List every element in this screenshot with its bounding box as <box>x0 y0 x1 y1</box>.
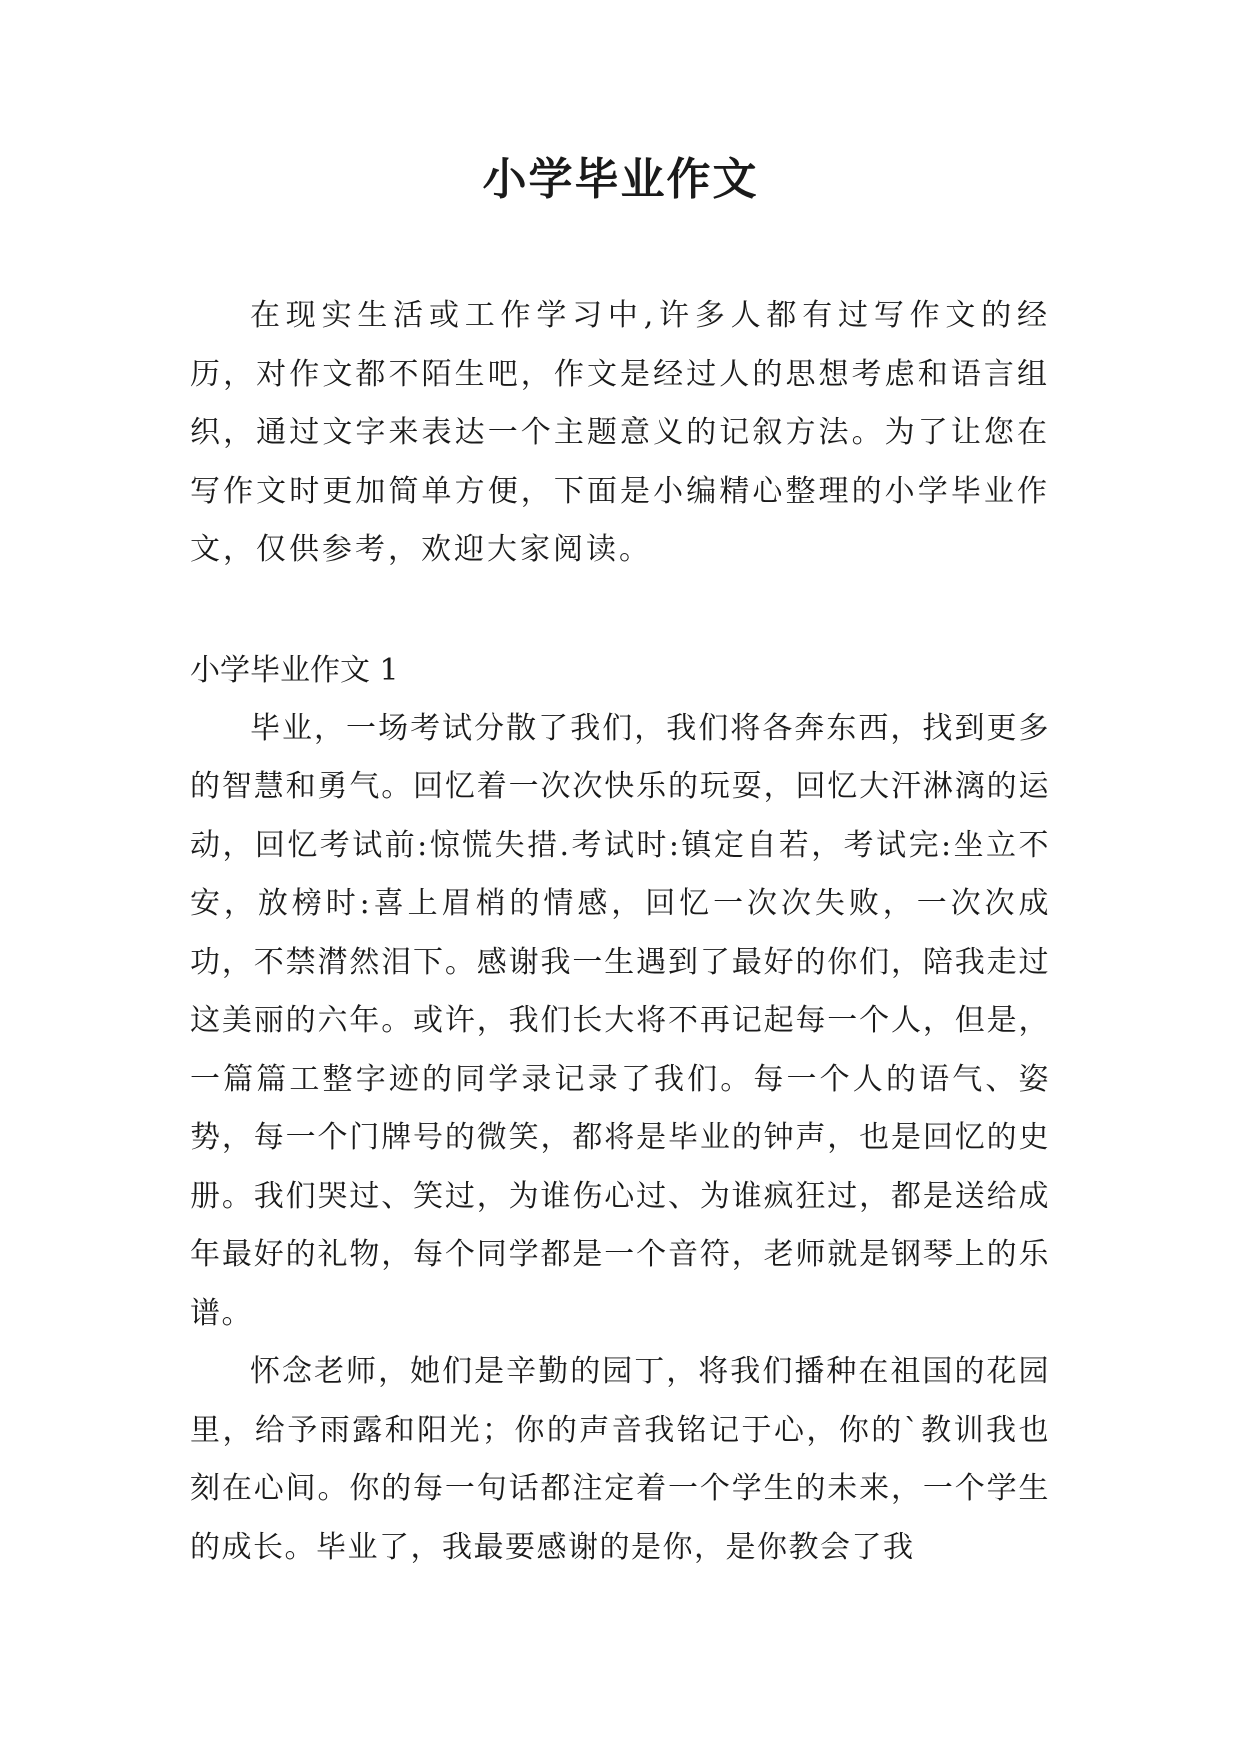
body-paragraph: 毕业，一场考试分散了我们，我们将各奔东西，找到更多的智慧和勇气。回忆着一次次快乐的玩耍，回忆大汗淋漓的运动，回忆考试前:惊慌失措.考试时:镇定自若，考试完:坐立不安，放榜时:喜上眉梢的情感，回忆一次次失败，一次次成功，不禁潸然泪下。感谢我一生遇到了最好的你们，陪我走过这美丽的六年。或许，我们长大将不再记起每一个人，但是，一篇篇工整字迹的同学录记录了我们。每一个人的语气、姿势，每一个门牌号的微笑，都将是毕业的钟声，也是回忆的史册。我们哭过、笑过，为谁伤心过、为谁疯狂过，都是送给成年最好的礼物，每个同学都是一个音符，老师就是钢琴上的乐谱。 <box>190 710 1050 1331</box>
document-body <box>190 287 1050 1577</box>
section-essay-1 <box>190 642 1050 1578</box>
body-paragraph: 怀念老师，她们是辛勤的园丁，将我们播种在祖国的花园里，给予雨露和阳光；你的声音我铭记于心，你的`教训我也刻在心间。你的每一句话都注定着一个学生的未来，一个学生的成长。毕业了，我最要感谢的是你，是你教会了我 <box>190 1354 1050 1565</box>
section-heading: 小学毕业作文 1 <box>190 652 399 688</box>
intro-paragraph: 在现实生活或工作学习中,许多人都有过写作文的经历，对作文都不陌生吧，作文是经过人的思想考虑和语言组织，通过文字来表达一个主题意义的记叙方法。为了让您在写作文时更加简单方便，下面是小编精心整理的小学毕业作文，仅供参考，欢迎大家阅读。 <box>190 298 1050 567</box>
document-title: 小学毕业作文 <box>482 154 759 205</box>
